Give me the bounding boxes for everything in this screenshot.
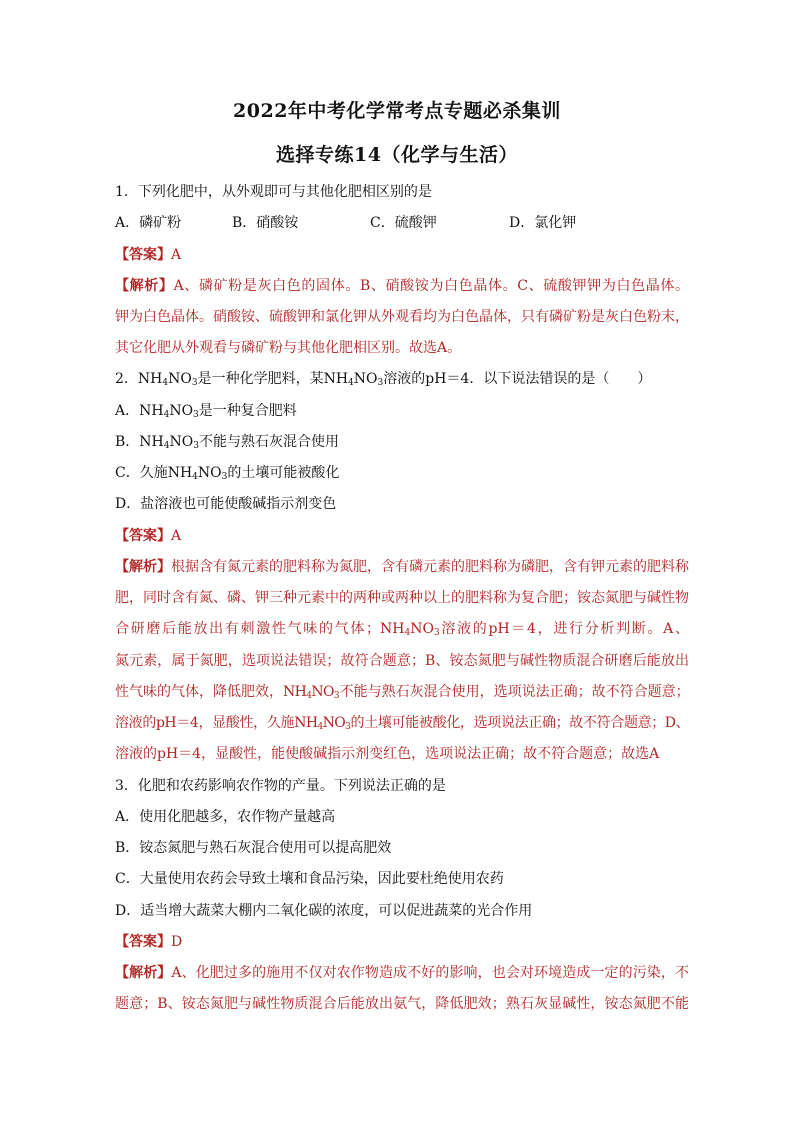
q2-answer-value: A	[171, 528, 182, 544]
q3-answer: 【答案】D	[115, 934, 183, 950]
answer-tag: 【答案】	[115, 247, 171, 263]
q3-option-a: A．使用化肥越多，农作物产量越高	[115, 809, 336, 825]
q2-analysis-line-4: 氮元素，属于氮肥，选项说法错误；故符合题意；B、铵态氮肥与碱性物质混合研磨后能放出	[115, 653, 689, 669]
q3-option-b: B．铵态氮肥与熟石灰混合使用可以提高肥效	[115, 840, 392, 856]
q2-stem: 2．$NH_4NO_3$是一种化学肥料，某$NH_4NO_3$溶液的pH＝4．以下说法错误的是（ ）	[115, 371, 652, 388]
q2-analysis-line-3: 合研磨后能放出有刺激性气味的气体；$NH_4NO_3$溶液的pH＝4，进行分析判断。A、	[115, 621, 689, 638]
q1-answer	[115, 245, 181, 265]
page-subtitle: 选择专练14（化学与生活）	[276, 144, 518, 166]
q1-option-a: A．磷矿粉	[115, 215, 182, 231]
q1-option-b: B．硝酸铵	[232, 215, 299, 231]
q3-analysis-line-2: 题意；B、铵态氮肥与碱性物质混合后能放出氨气，降低肥效；熟石灰显碱性，铵态氮肥不能	[115, 996, 689, 1012]
q3-analysis-line-1: 【解析】A、化肥过多的施用不仅对农作物造成不好的影响，也会对环境造成一定的污染，不	[115, 965, 689, 981]
q3-option-c: C．大量使用农药会导致土壤和食品污染，因此要杜绝使用农药	[115, 871, 504, 887]
analysis-tag: 【解析】	[115, 278, 174, 294]
q1-option-c: C．硫酸钾	[370, 215, 437, 231]
q2-option-a: A．$NH_4NO_3$是一种复合肥料	[115, 403, 297, 420]
q2-option-d: D．盐溶液也可能使酸碱指示剂变色	[115, 496, 337, 512]
page-title: 2022年中考化学常考点专题必杀集训	[233, 100, 561, 122]
q1-answer-value: A	[171, 247, 182, 263]
q2-option-b: B．$NH_4NO_3$不能与熟石灰混合使用	[115, 434, 339, 451]
q3-stem: 3．化肥和农药影响农作物的产量。下列说法正确的是	[115, 778, 446, 794]
q2-analysis-line-6: 溶液的pH＝4，显酸性，久施$NH_4NO_3$的土壤可能被酸化，选项说法正确；故不符合题意；D、	[115, 715, 689, 732]
q2-answer: 【答案】A	[115, 528, 182, 544]
q2-analysis-line-5: 性气味的气体，降低肥效，$NH_4NO_3$不能与熟石灰混合使用，选项说法正确；故不符合题意；	[115, 684, 689, 701]
q3-option-d: D．适当增大蔬菜大棚内二氧化碳的浓度，可以促进蔬菜的光合作用	[115, 903, 533, 919]
q2-analysis-line-7: 溶液的pH＝4，显酸性，能使酸碱指示剂变红色，选项说法正确；故不符合题意；故选A	[115, 746, 660, 762]
q2-analysis-line-1: 【解析】根据含有氮元素的肥料称为氮肥，含有磷元素的肥料称为磷肥，含有钾元素的肥料称	[115, 559, 689, 575]
q1-analysis-line-1: 【解析】A、磷矿粉是灰白色的固体。B、硝酸铵为白色晶体。C、硫酸钾钾为白色晶体。	[115, 278, 689, 294]
q1-stem: 1．下列化肥中，从外观即可与其他化肥相区别的是	[115, 184, 432, 200]
q3-answer-value: D	[171, 934, 183, 950]
q1-analysis-line-3: 其它化肥从外观看与磷矿粉与其他化肥相区别。故选A。	[115, 340, 462, 356]
q1-option-d: D．氯化钾	[509, 215, 577, 231]
q2-analysis-line-2: 肥，同时含有氮、磷、钾三种元素中的两种或两种以上的肥料称为复合肥；铵态氮肥与碱性物	[115, 590, 689, 606]
q1-analysis-line-2: 钾为白色晶体。硝酸铵、硫酸钾和氯化钾从外观看均为白色晶体，只有磷矿粉是灰白色粉末，	[115, 309, 689, 325]
q2-option-c: C．久施$NH_4NO_3$的土壤可能被酸化	[115, 465, 340, 482]
